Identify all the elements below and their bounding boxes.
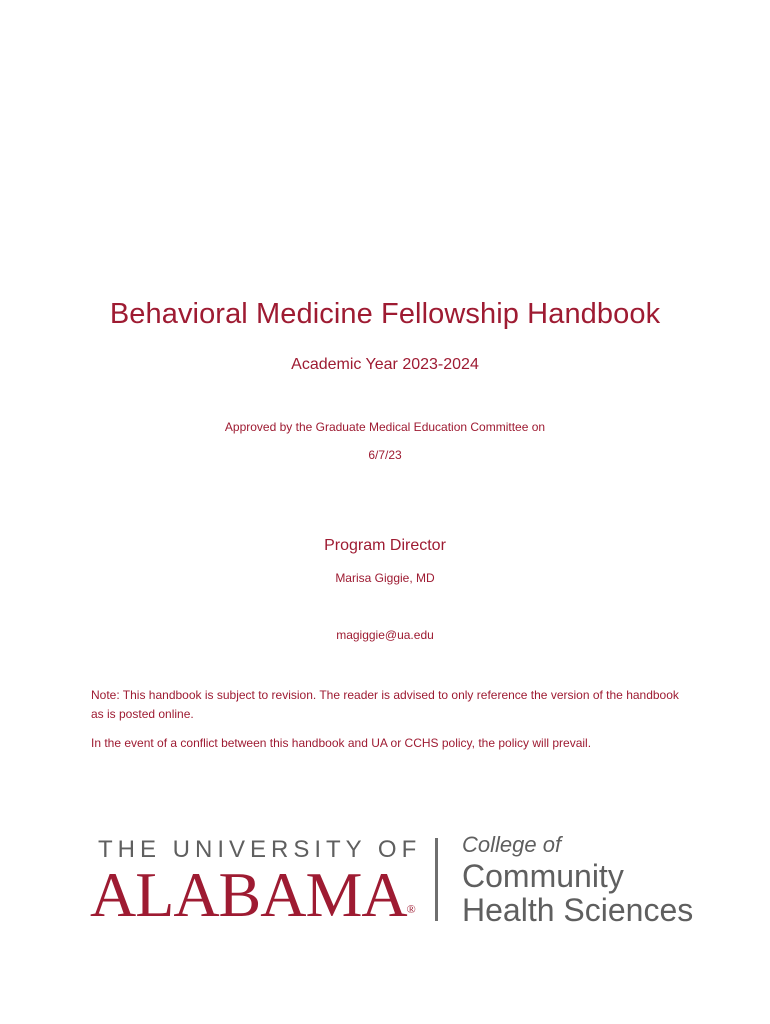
- approval-line: Approved by the Graduate Medical Education Committee on: [224, 420, 546, 434]
- policy-note: In the event of a conflict between this handbook and UA or CCHS policy, the policy will prevail.: [91, 736, 592, 750]
- logo-college-line3: Health Sciences: [462, 892, 694, 928]
- logo-university-line: THE UNIVERSITY OF: [98, 836, 422, 863]
- approval-date: 6/7/23: [368, 448, 402, 462]
- university-logo: [90, 828, 694, 933]
- program-director-email: magiggie@ua.edu: [336, 628, 434, 642]
- program-director-heading: Program Director: [324, 537, 446, 554]
- document-title: Behavioral Medicine Fellowship Handbook: [109, 298, 661, 330]
- logo-university-name: [90, 860, 416, 930]
- registered-mark: ®: [406, 902, 416, 916]
- logo-college-line2: Community: [462, 858, 624, 894]
- revision-note: Note: This handbook is subject to revision. The reader is advised to only reference the version of the handbook as is posted online.: [91, 688, 679, 721]
- logo-alabama-text: ALABAMA: [90, 859, 407, 930]
- program-director-name: Marisa Giggie, MD: [335, 571, 435, 585]
- logo-college-line1: College of: [462, 832, 562, 857]
- logo-divider: [435, 838, 438, 921]
- document-subtitle: Academic Year 2023-2024: [291, 356, 479, 373]
